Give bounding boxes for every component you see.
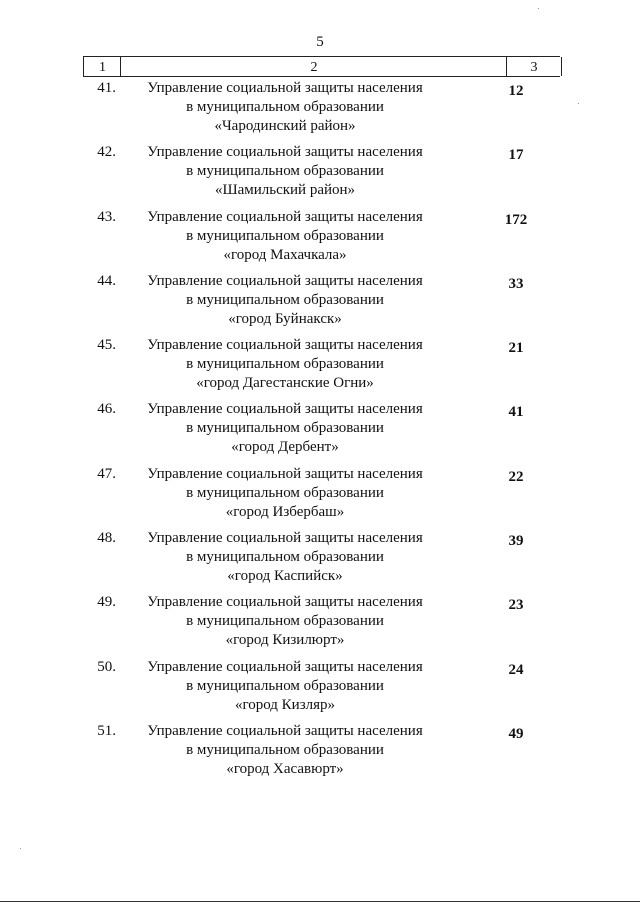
- row-value: 39: [508, 533, 524, 550]
- row-name-line: в муниципальном образовании: [186, 484, 384, 501]
- row-name-line: «город Кизляр»: [234, 696, 336, 713]
- row-name-line: Управление социальной защиты населения: [147, 272, 423, 289]
- row-name: [120, 593, 450, 650]
- row-name-line: «город Дербент»: [231, 439, 339, 456]
- row-value: 23: [508, 597, 524, 614]
- row-name: [120, 465, 450, 522]
- row-name-line: Управление социальной защиты населения: [147, 594, 423, 611]
- row-name-line: Управление социальной защиты населения: [147, 208, 423, 225]
- row-value: 12: [508, 83, 524, 99]
- row-name-line: «Шамильский район»: [214, 182, 356, 199]
- row-number: 48.: [97, 530, 116, 547]
- row-name: [120, 272, 450, 329]
- table-row: [83, 398, 560, 462]
- allocation-table: [83, 56, 560, 784]
- row-name-line: в муниципальном образовании: [186, 163, 384, 180]
- scan-speck: [538, 8, 539, 9]
- row-name-line: в муниципальном образовании: [186, 356, 384, 373]
- row-name: [120, 722, 450, 779]
- row-number: 51.: [97, 722, 116, 739]
- row-value: 41: [508, 404, 524, 421]
- row-name-line: «город Буйнакск»: [228, 310, 342, 327]
- row-value: 21: [508, 340, 524, 357]
- header-cell-col1: 1: [83, 57, 121, 76]
- row-number: 46.: [97, 401, 116, 418]
- row-name-line: Управление социальной защиты населения: [147, 144, 423, 161]
- row-name: [120, 79, 450, 136]
- row-name-line: Управление социальной защиты населения: [147, 337, 423, 354]
- table-body: [83, 77, 560, 784]
- row-name-line: в муниципальном образовании: [186, 227, 384, 244]
- row-value: 49: [508, 725, 524, 742]
- row-value: 24: [508, 661, 524, 678]
- header-cell-col3: 3: [506, 57, 562, 76]
- table-row: [83, 77, 560, 141]
- row-name-line: Управление социальной защиты населения: [147, 80, 423, 96]
- table-row: [83, 463, 560, 527]
- row-value: 22: [508, 468, 524, 485]
- scan-edge-line: [0, 901, 640, 902]
- row-name: [120, 400, 450, 457]
- row-name-line: Управление социальной защиты населения: [147, 722, 423, 739]
- row-value: 17: [508, 147, 524, 164]
- row-name-line: «город Махачкала»: [223, 246, 347, 263]
- row-name-line: Управление социальной защиты населения: [147, 658, 423, 675]
- table-row: [83, 206, 560, 270]
- header-cell-col2: 2: [120, 57, 507, 76]
- row-number: 44.: [97, 272, 116, 289]
- row-name-line: в муниципальном образовании: [186, 741, 384, 758]
- row-name-line: «город Избербаш»: [225, 503, 345, 520]
- row-name-line: в муниципальном образовании: [186, 677, 384, 694]
- table-row: [83, 591, 560, 655]
- row-name-line: в муниципальном образовании: [186, 291, 384, 308]
- row-number: 41.: [97, 80, 116, 96]
- row-number: 49.: [97, 594, 116, 611]
- row-number: 47.: [97, 465, 116, 482]
- row-name-line: «город Хасавюрт»: [226, 760, 344, 777]
- table-row: [83, 141, 560, 205]
- row-value: 33: [508, 275, 524, 292]
- row-name: [120, 143, 450, 200]
- row-name-line: в муниципальном образовании: [186, 613, 384, 630]
- row-name: [120, 658, 450, 715]
- row-name-line: Управление социальной защиты населения: [147, 465, 423, 482]
- row-name: [120, 208, 450, 265]
- row-name: [120, 336, 450, 393]
- table-row: [83, 334, 560, 398]
- row-name-line: в муниципальном образовании: [186, 99, 384, 115]
- row-name-line: «город Каспийск»: [227, 568, 343, 585]
- row-name-line: «Чародинский район»: [214, 118, 356, 134]
- row-number: 43.: [97, 208, 116, 225]
- row-number: 50.: [97, 658, 116, 675]
- row-number: 42.: [97, 144, 116, 161]
- row-name-line: в муниципальном образовании: [186, 549, 384, 566]
- table-row: [83, 656, 560, 720]
- scan-speck: [20, 848, 21, 849]
- table-row: [83, 270, 560, 334]
- page-number: 5: [316, 34, 324, 50]
- scan-speck: [578, 103, 579, 104]
- row-name-line: в муниципальном образовании: [186, 420, 384, 437]
- row-name-line: Управление социальной защиты населения: [147, 401, 423, 418]
- row-value: 172: [504, 211, 528, 228]
- row-name-line: Управление социальной защиты населения: [147, 530, 423, 547]
- row-name-line: «город Дагестанские Огни»: [196, 375, 374, 392]
- table-row: [83, 527, 560, 591]
- row-number: 45.: [97, 337, 116, 354]
- row-name-line: «город Кизилюрт»: [225, 632, 345, 649]
- row-name: [120, 529, 450, 586]
- table-row: [83, 720, 560, 784]
- table-header: [83, 56, 560, 77]
